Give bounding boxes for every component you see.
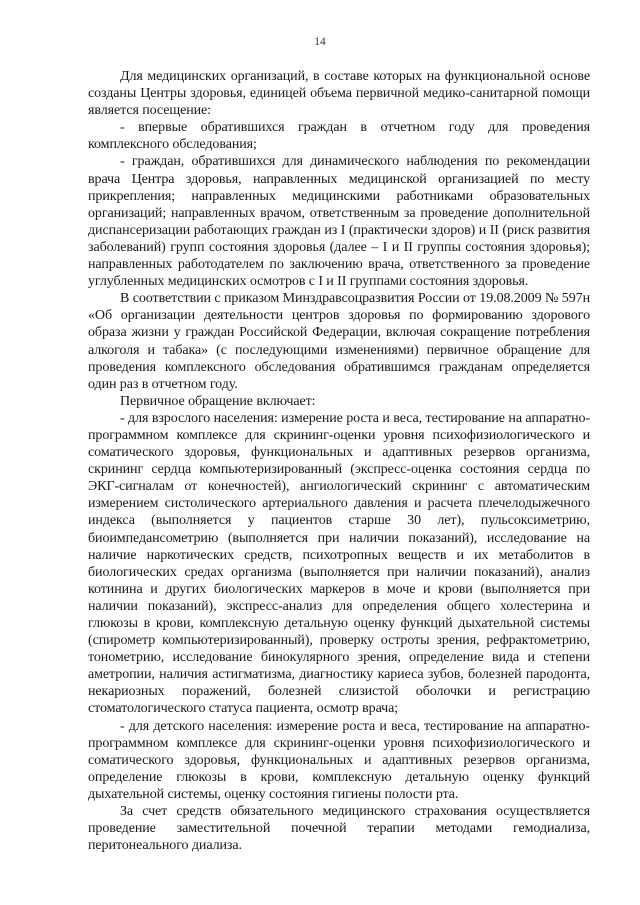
paragraph-dynamic-observation: - граждан, обратившихся для динамического наблюдения по рекомендации врача Центра здоровья, направленных медицинской организацией по месту прикрепления; направленных медицинскими работниками образовательных организаций; направленных врачом, ответственным за проведение дополнительной диспансеризации работающих граждан из I (практически здоров) и II (риск развития заболеваний) групп состояния здоровья (далее – I и II группы состояния здоровья); направленных работодателем по заключению врача, ответственного за проведение углубленных медицинских осмотров с I и II группами состояния здоровья. bbox=[88, 153, 590, 290]
paragraph-child-population: - для детского населения: измерение роста и веса, тестирование на аппаратно-программном комплексе для скрининг-оценки уровня психофизиологического и соматического здоровья, функциональных и адаптивных резервов организма, определение глюкозы в крови, комплексную детальную оценку функций дыхательной системы, оценку состояния гигиены полости рта. bbox=[88, 717, 590, 802]
paragraph-primary-includes: Первичное обращение включает: bbox=[120, 392, 316, 409]
paragraph-oms-dialysis: За счет средств обязательного медицинского страхования осуществляется проведение заместительной почечной терапии методами гемодиализа, перитонеального диализа. bbox=[88, 803, 590, 854]
paragraph-first-visit: - впервые обратившихся граждан в отчетном году для проведения комплексного обследования; bbox=[88, 119, 590, 153]
paragraph-adult-population: - для взрослого населения: измерение роста и веса, тестирование на аппаратно-программном комплексе для скрининг-оценки уровня психофизиологического и соматического здоровья, функциональных и адаптивных резервов организма, скрининг сердца компьютеризированный (экспресс-оценка состояния сердца по ЭКГ-сигналам от конечностей), ангиологический скрининг с автоматическим измерением систолического артериального давления и расчета плечелодыжечного индекса (выполняется у пациентов старше 30 лет), пульсоксиметрию, биоимпедансометрию (выполняется при наличии показаний), исследование на наличие наркотических средств, психотропных веществ и их метаболитов в биологических средах организма (выполняется при наличии показаний), анализ котинина и других биологических маркеров в моче и крови (выполняется при наличии показаний), экспресс-анализ для определения общего холестерина и глюкозы в крови, комплексную детальную оценку функций дыхательной системы (спирометр компьютеризированный), проверку остроты зрения, рефрактометрию, тонометрию, исследование бинокулярного зрения, определение вида и степени аметропии, наличия астигматизма, диагностику кариеса зубов, болезней пародонта, некариозных поражений, болезней слизистой оболочки и регистрацию стоматологического статуса пациента, осмотр врача; bbox=[88, 409, 590, 717]
paragraph-order-597n: В соответствии с приказом Минздравсоцразвития России от 19.08.2009 № 597н «Об организации деятельности центров здоровья по формированию здорового образа жизни у граждан Российской Федерации, включая сокращение потребления алкоголя и табака» (с последующими изменениями) первичное обращение для проведения комплексного обследования обратившимся гражданам определяется один раз в отчетном году. bbox=[88, 290, 590, 392]
paragraph-intro: Для медицинских организаций, в составе которых на функциональной основе созданы Центры здоровья, единицей объема первичной медико-санитарной помощи является посещение: bbox=[88, 68, 590, 119]
page-number: 14 bbox=[314, 36, 326, 48]
document-body bbox=[88, 68, 590, 854]
